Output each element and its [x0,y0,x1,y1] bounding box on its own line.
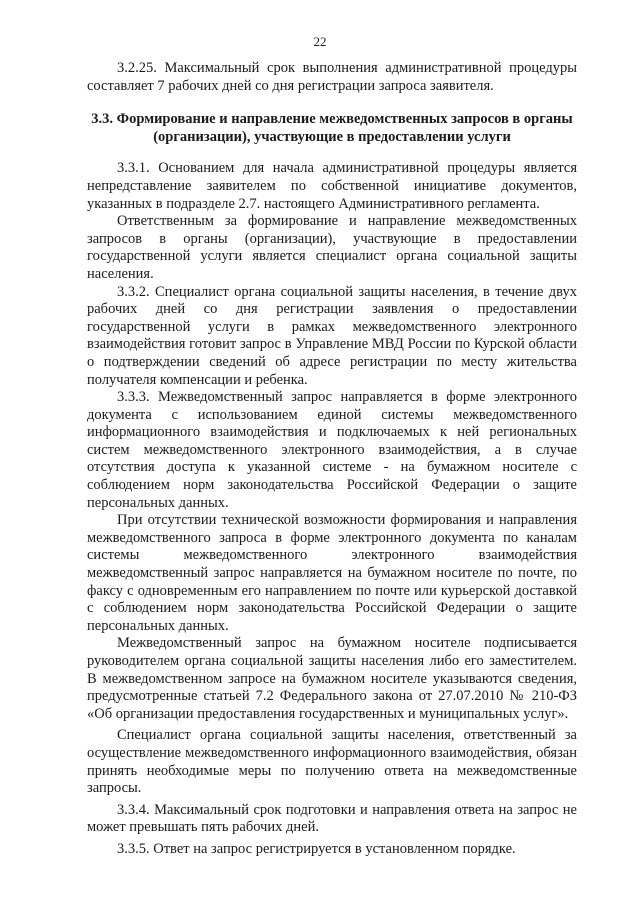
section-heading-3-3: 3.3. Формирование и направление межведомственных запросов в органы (организации), участвующие в предоставлении услуги [91,111,573,145]
paragraph-3-3-5: 3.3.5. Ответ на запрос регистрируется в установленном порядке. [117,840,516,857]
paragraph-3-3-3: 3.3.3. Межведомственный запрос направляется в форме электронного документа с использованием единой системы межведомственного информационного взаимодействия и подключаемых к ней региональных систем межведомственного электронного взаимодействия, а в случае отсутствия доступа к указанной системе - на бумажном носителе с соблюдением норм законодательства Российской Федерации о защите персональных данных. [87,389,577,511]
paragraph-no-technical-possibility: При отсутствии технической возможности формирования и направления межведомственного запроса в форме электронного документа по каналам системы межведомственного электронного взаимодействия межведомственный запрос направляется на бумажном носителе по почте, по факсу с одновременным его направлением по почте или курьерской доставкой с соблюдением норм законодательства Российской Федерации о защите персональных данных. [87,512,577,634]
paragraph-specialist-duties: Специалист органа социальной защиты населения, ответственный за осуществление межведомственного информационного взаимодействия, обязан принять необходимые меры по получению ответа на межведомственные запросы. [87,727,577,797]
paragraph-paper-request-signing: Межведомственный запрос на бумажном носителе подписывается руководителем органа социальной защиты населения либо его заместителем. В межведомственном запросе на бумажном носителе указываются сведения, предусмотренные статьей 7.2 Федерального закона от 27.07.2010 № 210-ФЗ «Об организации предоставления государственных и муниципальных услуг». [87,635,577,722]
document-body [87,60,577,859]
paragraph-3-3-1: 3.3.1. Основанием для начала административной процедуры является непредставление заявителем по собственной инициативе документов, указанных в подразделе 2.7. настоящего Административного регламента. [87,160,577,212]
paragraph-3-3-4: 3.3.4. Максимальный срок подготовки и направления ответа на запрос не может превышать пять рабочих дней. [87,801,577,836]
paragraph-responsible: Ответственным за формирование и направление межведомственных запросов в органы (организации), участвующие в предоставлении государственной услуги является специалист органа социальной защиты населения. [87,213,577,282]
paragraph-3-3-2: 3.3.2. Специалист органа социальной защиты населения, в течение двух рабочих дней со дня регистрации заявления о предоставлении государственной услуги в рамках межведомственного электронного взаимодействия готовит запрос в Управление МВД России по Курской области о подтверждении сведений об адресе регистрации по месту жительства получателя компенсации и ребенка. [87,283,577,388]
page-number: 22 [313,34,327,49]
paragraph-3-2-25: 3.2.25. Максимальный срок выполнения административной процедуры составляет 7 рабочих дней со дня регистрации запроса заявителя. [87,60,577,94]
